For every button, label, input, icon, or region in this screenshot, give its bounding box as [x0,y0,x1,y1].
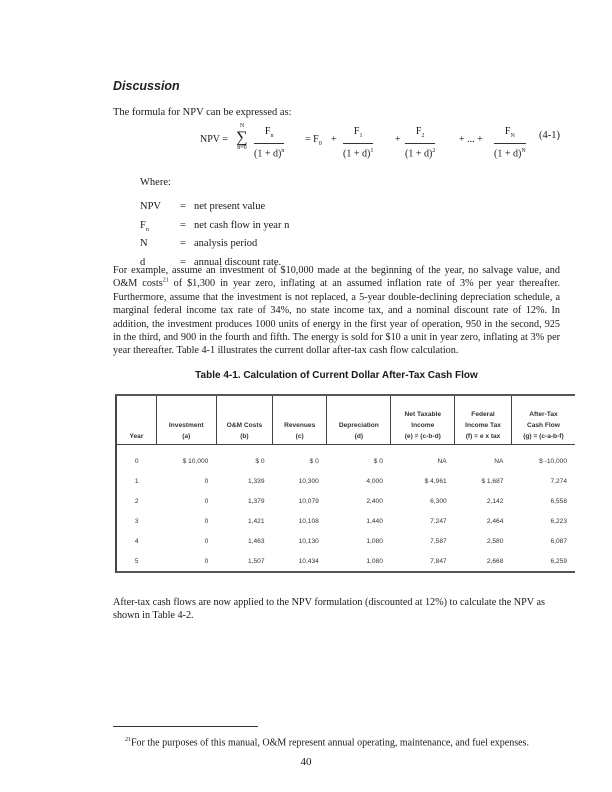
definition-row: N = analysis period [140,238,258,250]
ellipsis-plus: + ... + [459,134,483,145]
footnote [125,737,529,748]
plus-sign: + [395,134,401,145]
fraction-term-2: $\frac{F_2}{(1 + d)^2}$ [405,126,436,160]
sigma-icon: ∑ [236,129,248,146]
column-header-federal-income-tax: Federal Income Tax (f) = e x tax [455,395,512,445]
table-row: 3 0 1,421 10,108 1,440 7,247 2,464 6,223 [116,511,575,531]
sigma-lower: n=0 [237,145,247,151]
column-header-after-tax-cash-flow: After-Tax Cash Flow (g) = (c-a-b-f) [511,395,575,445]
column-header-revenues: Revenues (c) [273,395,327,445]
footnote-divider [113,726,258,727]
definition-row: d = annual discount rate. [140,256,282,268]
table-header-row [116,395,575,445]
formula-lhs: NPV = [200,134,228,145]
fraction-term-1: $\frac{F_1}{(1 + d)^1}$ [343,126,374,160]
column-header-om-costs: O&M Costs (b) [216,395,272,445]
table-row: 5 0 1,507 10,434 1,080 7,847 2,668 6,259 [116,551,575,572]
plus-sign: + [331,134,337,145]
example-paragraph: For example, assume an investment of $10,000 made at the beginning of the year, no salvage value, and O&M costs$^{21}$ of $1,300 in year zero, inflating at an assumed inflation rate of 3% per year thereafter. Furthermore, assume that the investment is not replaced, a 5-year double-declining depreciation schedule, a marginal federal income tax rate of 34%, no state income tax, and a nominal discount rate of 12%. In addition, the investment produces 1000 units of energy in the first year of operation, 950 in the second, 925 in the third, and 900 in the fourth and fifth. The energy is sold for $10 a unit in year zero, inflating at 3% per year thereafter. Table 4-1 illustrates the current dollar after-tax cash flow calculation. [113,265,561,357]
column-header-net-taxable-income: Net Taxable Income (e) = (c-b-d) [391,395,455,445]
page-number: 40 [300,756,312,768]
footnote-number: 21 [125,737,131,743]
equation-number: (4-1) [539,130,560,141]
footnote-text: For the purposes of this manual, O&M represent annual operating, maintenance, and fuel expenses. [131,737,529,749]
where-label: Where: [140,177,171,188]
cash-flow-table [115,394,575,573]
sigma-upper: N [239,123,245,129]
summation-symbol [234,123,250,152]
fraction-term-N: $\frac{F_N}{(1 + d)^N}$ [494,126,526,160]
npv-formula [200,123,560,161]
definition-row: NPV = net present value [140,201,266,212]
column-header-depreciation: Depreciation (d) [327,395,391,445]
column-header-investment: Investment (a) [156,395,216,445]
npv-followup-paragraph: After-tax cash flows are now applied to the NPV formulation (discounted at 12%) to calculate the NPV as shown in Table 4-2. [113,597,545,622]
section-heading: Discussion [113,79,180,93]
table-row: 2 0 1,379 10,079 2,400 6,300 2,142 6,558 [116,491,575,511]
table-row: 4 0 1,463 10,130 1,080 7,587 2,580 6,087 [116,531,575,551]
table-row: 0 $ 10,000 $ 0 $ 0 $ 0 NA NA $ -10,000 [116,445,575,472]
formula-intro: The formula for NPV can be expressed as: [113,107,292,118]
definition-row: $F_n$ = net cash flow in year n [140,219,290,233]
table-title: Table 4-1. Calculation of Current Dollar After-Tax Cash Flow [195,370,478,381]
formula-f0: = $F_0$ [305,134,322,147]
footnote-reference: 21 [162,278,169,285]
table-row: 1 0 1,339 10,300 4,000 $ 4,961 $ 1,687 7,274 [116,471,575,491]
column-header-year: Year [116,395,156,445]
fraction-term-n: $\frac{F_n}{(1 + d)^n}$ [254,126,285,160]
